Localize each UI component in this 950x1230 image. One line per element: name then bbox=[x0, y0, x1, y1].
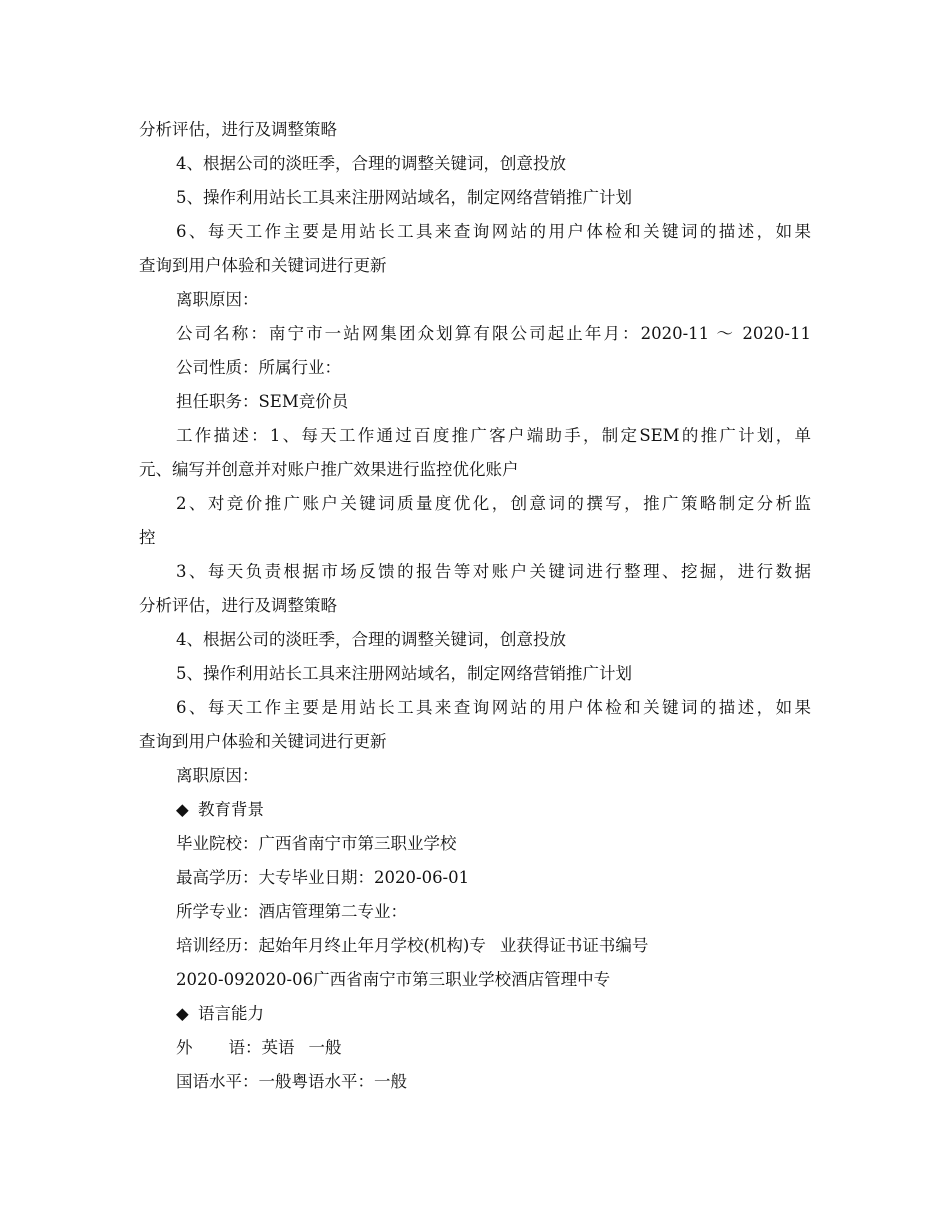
company-name-line: 公司名称：南宁市一站网集团众划算有限公司起止年月：2020-11 ～ 2020-11 bbox=[176, 324, 811, 343]
text-line: 5、操作利用站长工具来注册网站域名，制定网络营销推广计划 bbox=[176, 188, 632, 207]
training-label: 培训经历：起始年月终止年月学校(机构)专 bbox=[176, 936, 486, 955]
text-line: 查询到用户体验和关键词进行更新 bbox=[139, 732, 387, 751]
text-line: 分析评估，进行及调整策略 bbox=[139, 596, 337, 615]
position-line: 担任职务：SEM竞价员 bbox=[176, 392, 349, 411]
foreign-level: 一般 bbox=[308, 1038, 342, 1057]
text-line: 2、对竞价推广账户关键词质量度优化，创意词的撰写，推广策略制定分析监 bbox=[176, 494, 811, 513]
dialect-line: 国语水平：一般粤语水平：一般 bbox=[176, 1072, 407, 1091]
section-heading-label: 教育背景 bbox=[198, 800, 264, 819]
degree-line: 最高学历：大专毕业日期：2020-06-01 bbox=[176, 868, 470, 887]
section-heading-language bbox=[139, 997, 811, 1031]
foreign-label-b: 语：英语 bbox=[228, 1038, 295, 1057]
foreign-language-line bbox=[139, 1031, 811, 1065]
diamond-bullet-icon: ◆ bbox=[176, 800, 189, 819]
text-line: 6、每天工作主要是用站长工具来查询网站的用户体检和关键词的描述，如果 bbox=[176, 222, 811, 241]
training-record-line: 2020-092020-06广西省南宁市第三职业学校酒店管理中专 bbox=[176, 970, 611, 989]
diamond-bullet-icon: ◆ bbox=[176, 1004, 189, 1023]
major-line: 所学专业：酒店管理第二专业： bbox=[176, 902, 407, 921]
training-label-cont: 业获得证书证书编号 bbox=[499, 936, 649, 955]
section-heading-education bbox=[139, 793, 811, 827]
school-line: 毕业院校：广西省南宁市第三职业学校 bbox=[176, 834, 457, 853]
job-description-line: 工作描述：1、每天工作通过百度推广客户端助手，制定SEM的推广计划，单 bbox=[176, 426, 811, 445]
text-line: 3、每天负责根据市场反馈的报告等对账户关键词进行整理、挖掘，进行数据 bbox=[176, 562, 811, 581]
foreign-label-a: 外 bbox=[176, 1038, 193, 1057]
text-line: 5、操作利用站长工具来注册网站域名，制定网络营销推广计划 bbox=[176, 664, 632, 683]
leave-reason-line: 离职原因： bbox=[176, 290, 259, 309]
text-line: 控 bbox=[139, 528, 156, 547]
leave-reason-line: 离职原因： bbox=[176, 766, 259, 785]
text-line: 分析评估，进行及调整策略 bbox=[139, 120, 337, 139]
section-heading-label: 语言能力 bbox=[198, 1004, 264, 1023]
text-line: 6、每天工作主要是用站长工具来查询网站的用户体检和关键词的描述，如果 bbox=[176, 698, 811, 717]
company-type-line: 公司性质：所属行业： bbox=[176, 358, 341, 377]
text-line: 元、编写并创意并对账户推广效果进行监控优化账户 bbox=[139, 460, 519, 479]
text-line: 查询到用户体验和关键词进行更新 bbox=[139, 256, 387, 275]
text-line: 4、根据公司的淡旺季，合理的调整关键词，创意投放 bbox=[176, 154, 566, 173]
resume-body bbox=[139, 113, 811, 1099]
text-line: 4、根据公司的淡旺季，合理的调整关键词，创意投放 bbox=[176, 630, 566, 649]
training-line bbox=[139, 929, 811, 963]
